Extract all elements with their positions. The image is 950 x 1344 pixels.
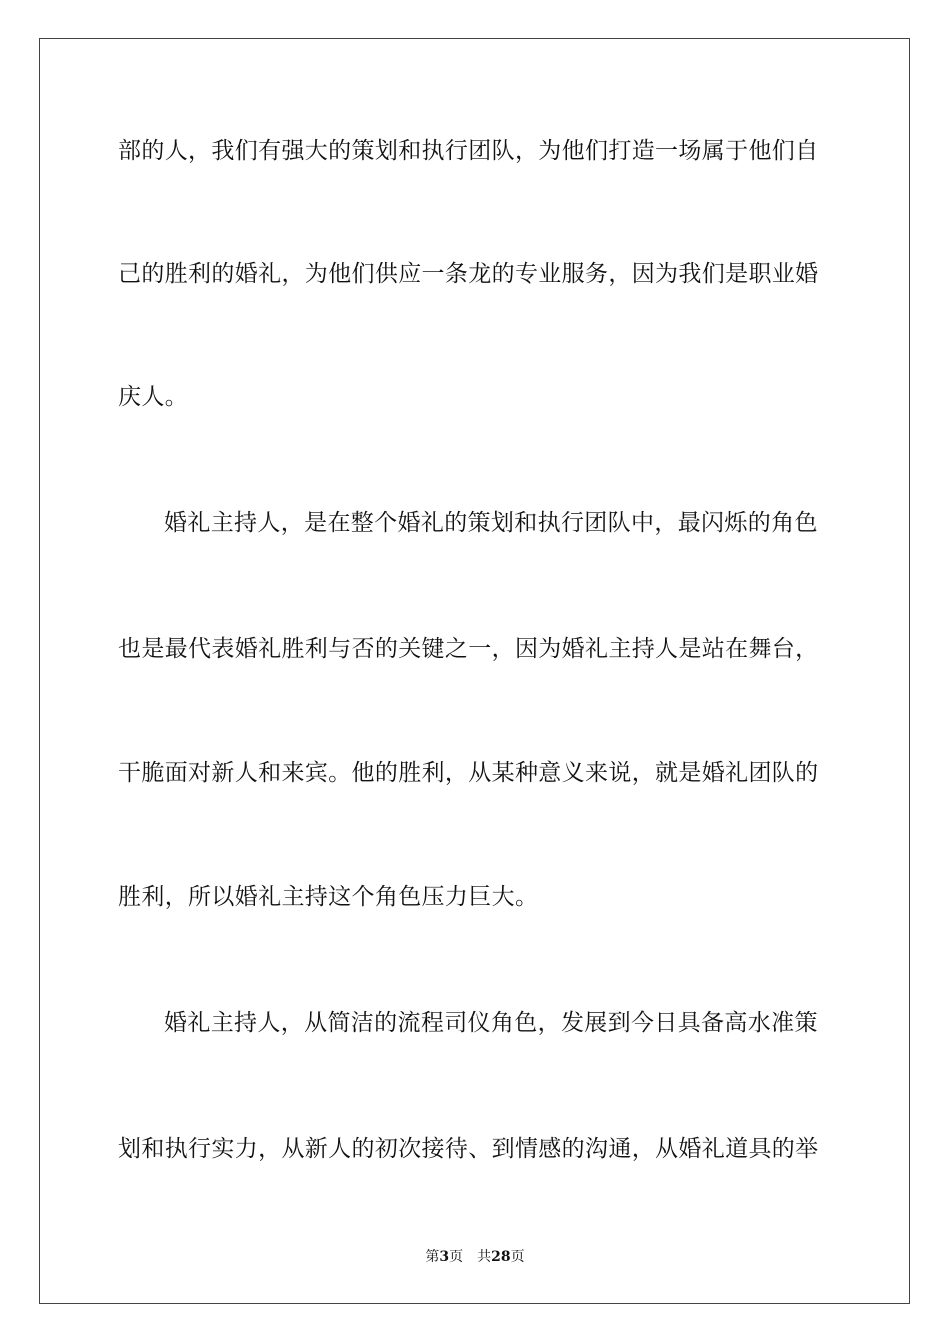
text-line-7: 胜利，所以婚礼主持这个角色压力巨大。 (118, 884, 539, 910)
footer-total-pages: 28 (491, 1249, 511, 1265)
page-border (39, 38, 910, 1304)
text-line-9: 划和执行实力，从新人的初次接待、到情感的沟通，从婚礼道具的举 (118, 1136, 819, 1162)
page-footer (0, 1247, 950, 1267)
footer-total-suffix: 页 (510, 1249, 525, 1265)
text-line-2: 己的胜利的婚礼，为他们供应一条龙的专业服务，因为我们是职业婚 (118, 261, 819, 287)
text-line-4: 婚礼主持人，是在整个婚礼的策划和执行团队中，最闪烁的角色 (164, 510, 818, 536)
text-line-3: 庆人。 (118, 384, 189, 410)
footer-page-prefix: 第 (425, 1249, 440, 1265)
footer-page-number: 3 (439, 1249, 450, 1265)
footer-page-suffix: 页 (449, 1249, 464, 1265)
footer-total-prefix: 共 (477, 1249, 492, 1265)
text-line-6: 干脆面对新人和来宾。他的胜利，从某种意义来说，就是婚礼团队的 (118, 760, 819, 786)
text-line-1: 部的人，我们有强大的策划和执行团队，为他们打造一场属于他们自 (118, 138, 819, 164)
text-line-8: 婚礼主持人，从简洁的流程司仪角色，发展到今日具备高水准策 (164, 1010, 818, 1036)
text-line-5: 也是最代表婚礼胜利与否的关键之一，因为婚礼主持人是站在舞台， (118, 636, 819, 662)
